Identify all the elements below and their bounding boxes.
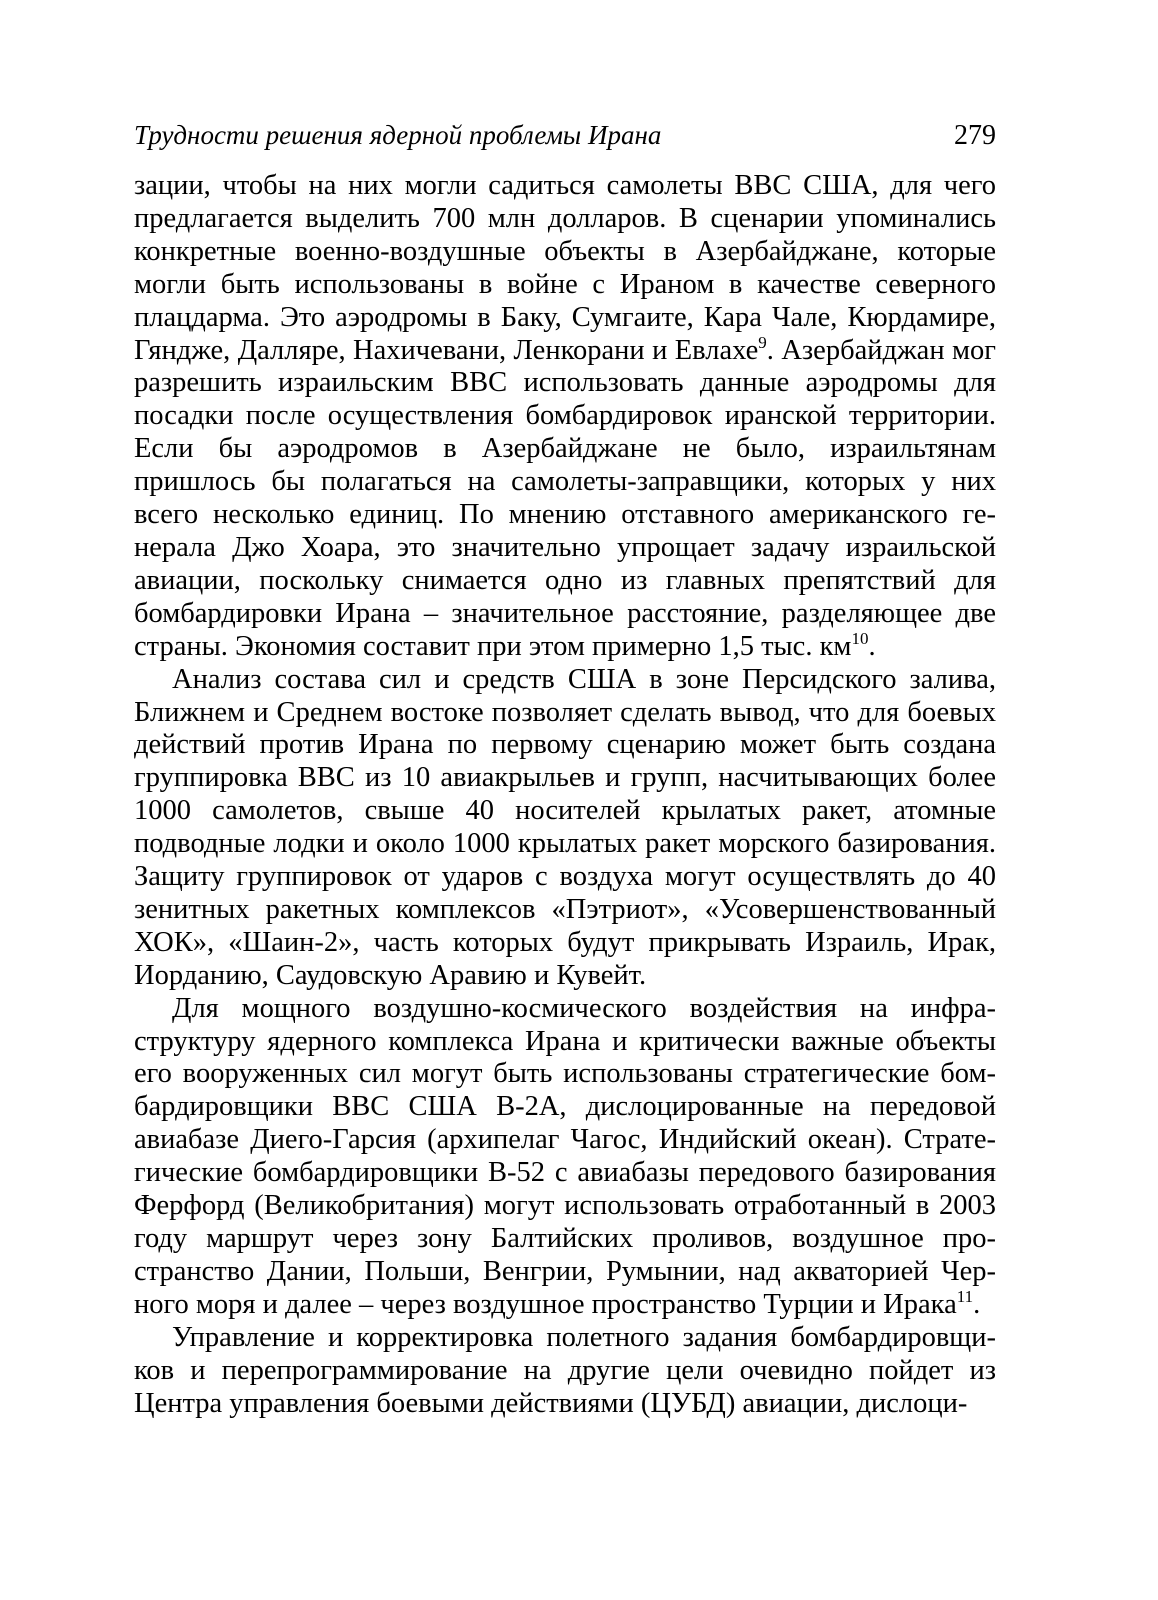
text-run: . [973, 1288, 981, 1320]
paragraph-1 [134, 170, 996, 664]
footnote-ref-10[interactable]: 10 [851, 628, 869, 648]
text-run: Для мощного воздушно-космического воздействия на инфраструктуру ядерного комплекса Ирана и критически важные объекты его вооруженных сил могут быть использованы стратегические бомбардировщики ВВС США В-2А, дислоцированные на передовой авиабазе Диего-Гарсия (архипелаг Чагос, Индийский океан). Стратегические бомбардировщики В-52 с авиабазы передового базирования Ферфорд (Великобритания) могут использовать отработанный в 2003 году маршрут через зону Балтийских проливов, воздушное пространство Дании, Польши, Венгрии, Румынии, над акваторией Черного моря и далее – через воздушное пространство Турции и Ирака [134, 992, 996, 1320]
body-text [134, 170, 996, 1420]
text-run: зации, чтобы на них могли садиться самолеты ВВС США, для чего предлагается выделить 700 млн долларов. В сценарии упоминались конкретные военно-воздушные объекты в Азербайджане, которые могли быть использованы в войне с Ираном в качестве северного плацдарма. Это аэродромы в Баку, Сумгаите, Кара Чале, Кюрдамире, Гяндже, Далляре, Нахичевани, Ленкорани и Евлахе [134, 170, 996, 366]
running-title: Трудности решения ядерной проблемы Ирана [134, 120, 662, 150]
book-page [134, 120, 996, 1420]
text-run: Анализ состава сил и средств США в зоне Персидского залива, Ближнем и Среднем востоке позволяет сделать вывод, что для боевых действий против Ирана по первому сценарию может быть создана группировка ВВС из 10 авиакрыльев и групп, насчитывающих более 1000 самолетов, свыше 40 носителей крылатых ракет, атомные подводные лодки и около 1000 крылатых ракет морского базирования. Защиту группировок от ударов с воздуха могут осуществлять до 40 зенитных ракетных комплексов «Пэтриот», «Усовершенствованный ХОК», «Шаин-2», часть которых будут прикрывать Израиль, Ирак, Иорданию, Саудовскую Аравию и Кувейт. [134, 663, 996, 991]
footnote-ref-11[interactable]: 11 [956, 1286, 974, 1306]
footnote-ref-9[interactable]: 9 [758, 332, 767, 352]
paragraph-4 [134, 1322, 996, 1421]
paragraph-2 [134, 664, 996, 993]
text-run: . Азербайджан мог разрешить израильским ВВС использовать данные аэродромы для посадки после осуществления бомбардировок иранской территории. Если бы аэродромов в Азербайджане не было, израильтянам пришлось бы полагаться на самолеты-заправщики, которых у них всего несколько единиц. По мнению отставного американского генерала Джо Хоара, это значительно упрощает задачу израильской авиации, поскольку снимается одно из главных препятствий для бомбардировки Ирана – значительное расстояние, разделяющее две страны. Экономия составит при этом примерно 1,5 тыс. км [134, 334, 996, 662]
text-run: . [868, 630, 876, 662]
running-head [134, 120, 996, 170]
text-run: Управление и корректировка полетного задания бомбардировщиков и перепрограммирование на другие цели очевидно пойдет из Центра управления боевыми действиями (ЦУБД) авиации, дислоци- [134, 1321, 996, 1419]
paragraph-3 [134, 993, 996, 1322]
page-number: 279 [954, 120, 996, 151]
